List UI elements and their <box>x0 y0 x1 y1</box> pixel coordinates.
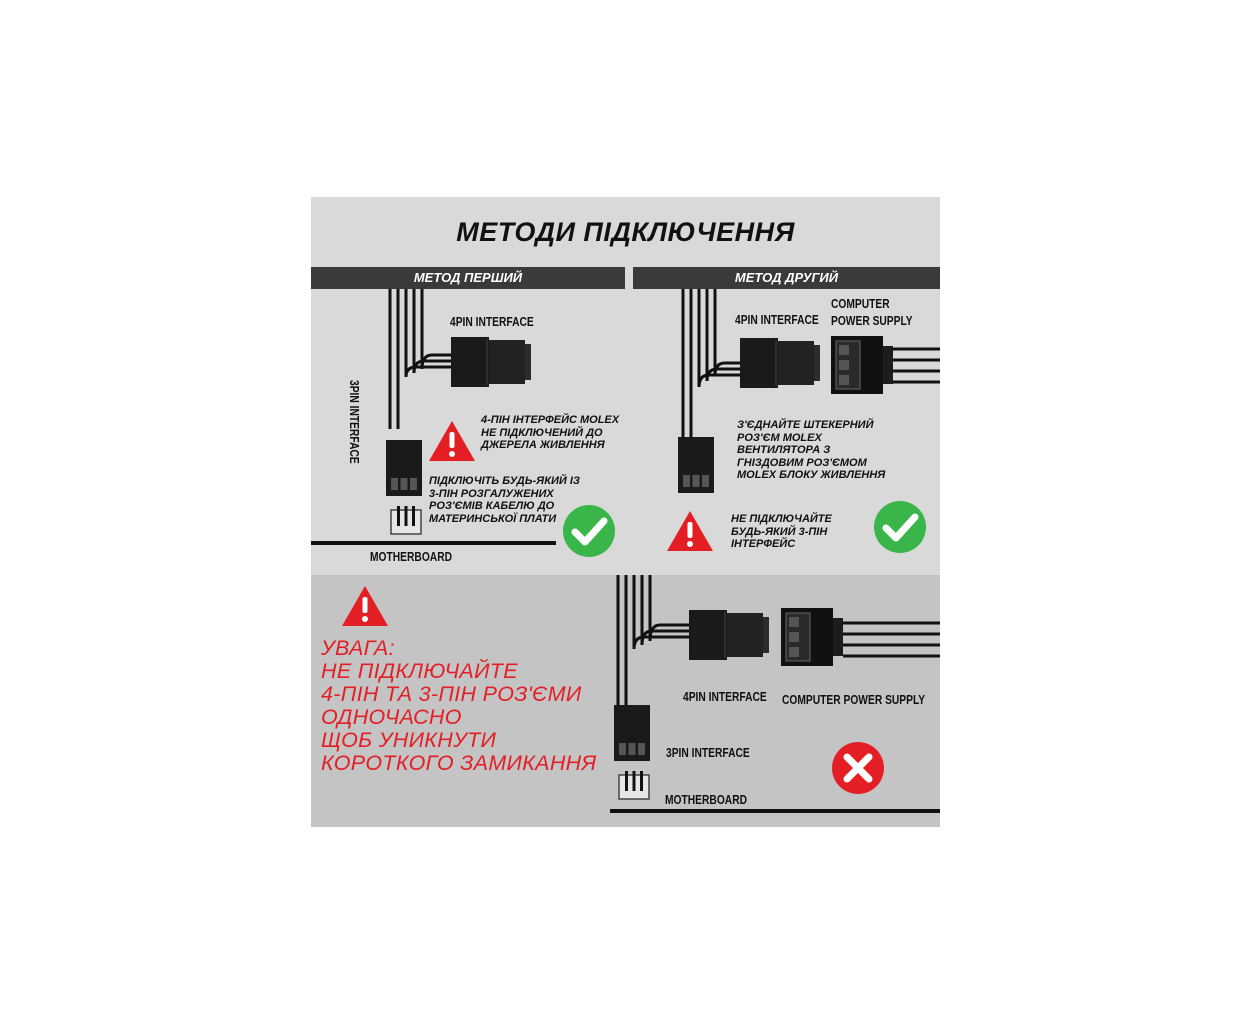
label-4pin-interface: 4PIN INTERFACE <box>735 313 819 327</box>
connection-methods-card <box>311 197 940 827</box>
molex-connector <box>740 338 820 388</box>
label-4pin-interface: 4PIN INTERFACE <box>683 690 767 704</box>
cable-wires <box>390 289 451 429</box>
method-two-header: МЕТОД ДРУГИЙ <box>633 267 940 289</box>
page-title: МЕТОДИ ПІДКЛЮЧЕННЯ <box>456 217 795 247</box>
motherboard-line <box>311 541 556 545</box>
label-4pin-interface: 4PIN INTERFACE <box>450 315 534 329</box>
warning-icon <box>667 511 713 551</box>
cable-wires <box>683 289 740 437</box>
pin3-connector <box>614 705 650 761</box>
psu-wires <box>843 623 940 656</box>
note-connect-molex: З'ЄДНАЙТЕ ШТЕКЕРНИЙ РОЗ'ЄМ MOLEX ВЕНТИЛЯТОРА З ГНІЗДОВИМ РОЗ'ЄМОМ MOLEX БЛОКУ ЖИВЛЕННЯ <box>737 419 886 481</box>
cable-wires <box>618 575 689 705</box>
pin3-connector <box>386 440 422 496</box>
label-power-supply: COMPUTER POWER SUPPLY <box>782 693 926 707</box>
warning-text: УВАГА: НЕ ПІДКЛЮЧАЙТЕ 4-ПІН ТА 3-ПІН РОЗ'ЄМИ ОДНОЧАСНО ЩОБ УНИКНУТИ КОРОТКОГО ЗАМИКАННЯ <box>321 636 597 775</box>
label-motherboard: MOTHERBOARD <box>370 550 452 564</box>
pin3-header <box>619 771 649 799</box>
label-power-supply: COMPUTER POWER SUPPLY <box>831 297 913 328</box>
molex-connector <box>451 337 531 387</box>
psu-wires <box>893 349 940 382</box>
label-motherboard: MOTHERBOARD <box>665 793 747 807</box>
motherboard-line <box>610 809 940 813</box>
label-3pin-interface: 3PIN INTERFACE <box>666 746 750 760</box>
check-icon <box>874 501 926 553</box>
psu-connector <box>831 336 893 394</box>
molex-connector <box>689 610 769 660</box>
note-connect-3pin: ПІДКЛЮЧІТЬ БУДЬ-ЯКИЙ ІЗ 3-ПІН РОЗГАЛУЖЕНИХ РОЗ'ЄМІВ КАБЕЛЮ ДО МАТЕРИНСЬКОЇ ПЛАТИ <box>429 475 580 525</box>
psu-connector <box>781 608 843 666</box>
warning-icon <box>342 586 388 626</box>
pin3-header <box>391 506 421 534</box>
note-molex-not-connected: 4-ПІН ІНТЕРФЕЙС MOLEX НЕ ПІДКЛЮЧЕНИЙ ДО ДЖЕРЕЛА ЖИВЛЕННЯ <box>481 414 620 451</box>
pin3-connector <box>678 437 714 493</box>
label-3pin-interface: 3PIN INTERFACE <box>347 380 361 464</box>
method-one-header: МЕТОД ПЕРШИЙ <box>311 267 625 289</box>
warning-icon <box>429 421 475 461</box>
x-icon <box>832 742 884 794</box>
note-dont-connect-3pin: НЕ ПІДКЛЮЧАЙТЕ БУДЬ-ЯКИЙ 3-ПІН ІНТЕРФЕЙС <box>731 513 832 550</box>
